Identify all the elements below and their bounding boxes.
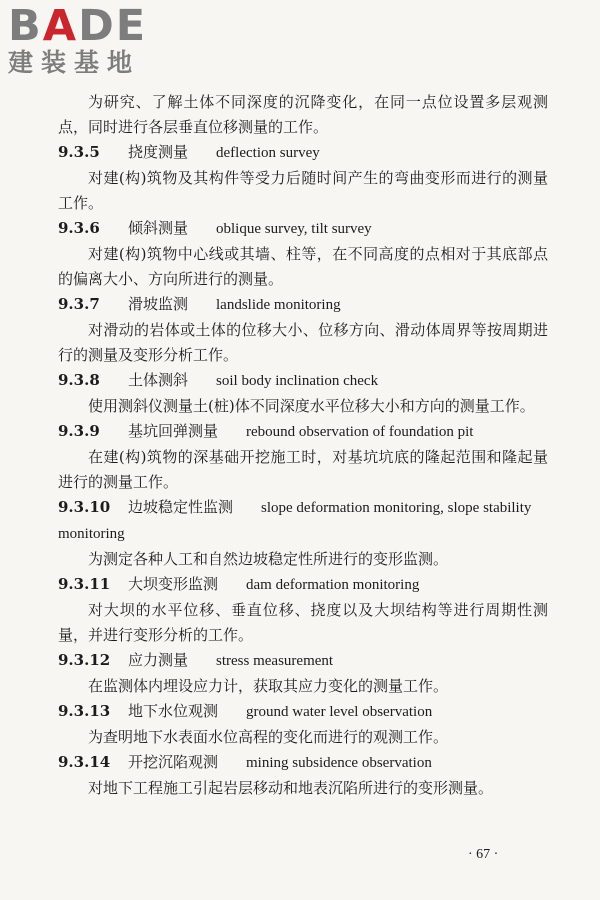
entry-9-3-7 [58,292,548,368]
entry-9-3-13 [58,699,548,750]
entry-9-3-9 [58,419,548,495]
entry-description: 对建(构)筑物中心线或其墙、柱等，在不同高度的点相对于其底部点的偏离大小、方向所进行的测量。 [58,245,548,288]
entry-9-3-5 [58,140,548,216]
entry-english: rebound observation of foundation pit [246,424,474,440]
entry-number: 9.3.6 [58,219,100,237]
entry-english: deflection survey [216,145,320,161]
entry-9-3-10 [58,495,548,572]
entry-english: soil body inclination check [216,373,379,389]
entry-9-3-8 [58,368,548,419]
intro-paragraph: 为研究、了解土体不同深度的沉降变化，在同一点位设置多层观测点，同时进行各层垂直位移测量的工作。 [58,93,548,136]
page-number: · 67 · [468,847,499,862]
entry-description: 在监测体内埋设应力计，获取其应力变化的测量工作。 [88,677,449,695]
entry-description: 为查明地下水表面水位高程的变化而进行的观测工作。 [88,728,449,746]
entry-description: 对大坝的水平位移、垂直位移、挠度以及大坝结构等进行周期性测量，并进行变形分析的工作。 [58,601,548,644]
entry-term: 边坡稳定性监测 [128,498,234,516]
entry-number: 9.3.14 [58,753,111,771]
entry-description: 对滑动的岩体或土体的位移大小、位移方向、滑动体周界等按周期进行的测量及变形分析工作。 [58,321,548,364]
entry-9-3-11 [58,572,548,648]
entry-9-3-14 [58,750,548,801]
entry-description: 对建(构)筑物及其构件等受力后随时间产生的弯曲变形而进行的测量工作。 [58,169,548,212]
entry-term: 地下水位观测 [128,702,219,720]
entry-description: 对地下工程施工引起岩层移动和地表沉陷所进行的变形测量。 [88,779,494,797]
entry-term: 应力测量 [128,651,189,669]
entry-english: ground water level observation [246,704,433,720]
logo-wordmark: BADE [8,1,148,51]
entry-term: 大坝变形监测 [128,575,219,593]
entry-term: 滑坡监测 [128,295,189,313]
entry-description: 使用测斜仪测量土(桩)体不同深度水平位移大小和方向的测量工作。 [88,397,535,415]
document-body [58,90,548,801]
brand-logo [8,2,178,78]
entry-9-3-12 [58,648,548,699]
entry-9-3-6 [58,216,548,292]
entry-term: 倾斜测量 [128,219,189,237]
logo-subtitle: 建装基地 [8,48,141,77]
entry-english: stress measurement [216,653,334,669]
entry-english: slope deformation monitoring, slope stability monitoring [58,500,532,542]
entry-description: 在建(构)筑物的深基础开挖施工时，对基坑坑底的隆起范围和隆起量进行的测量工作。 [58,448,548,491]
entry-number: 9.3.9 [58,422,100,440]
entry-english: dam deformation monitoring [246,577,420,593]
entry-term: 挠度测量 [128,143,189,161]
entry-number: 9.3.8 [58,371,100,389]
entry-term: 基坑回弹测量 [128,422,219,440]
entry-english: mining subsidence observation [246,755,432,771]
entry-number: 9.3.12 [58,651,111,669]
entry-number: 9.3.13 [58,702,111,720]
entry-english: landslide monitoring [216,297,341,313]
entry-number: 9.3.11 [58,575,111,593]
entry-number: 9.3.5 [58,143,100,161]
entry-number: 9.3.10 [58,498,111,516]
entry-description: 为测定各种人工和自然边坡稳定性所进行的变形监测。 [88,550,449,568]
entry-term: 土体测斜 [128,371,189,389]
entry-term: 开挖沉陷观测 [128,753,219,771]
entry-english: oblique survey, tilt survey [216,221,372,237]
entry-number: 9.3.7 [58,295,100,313]
